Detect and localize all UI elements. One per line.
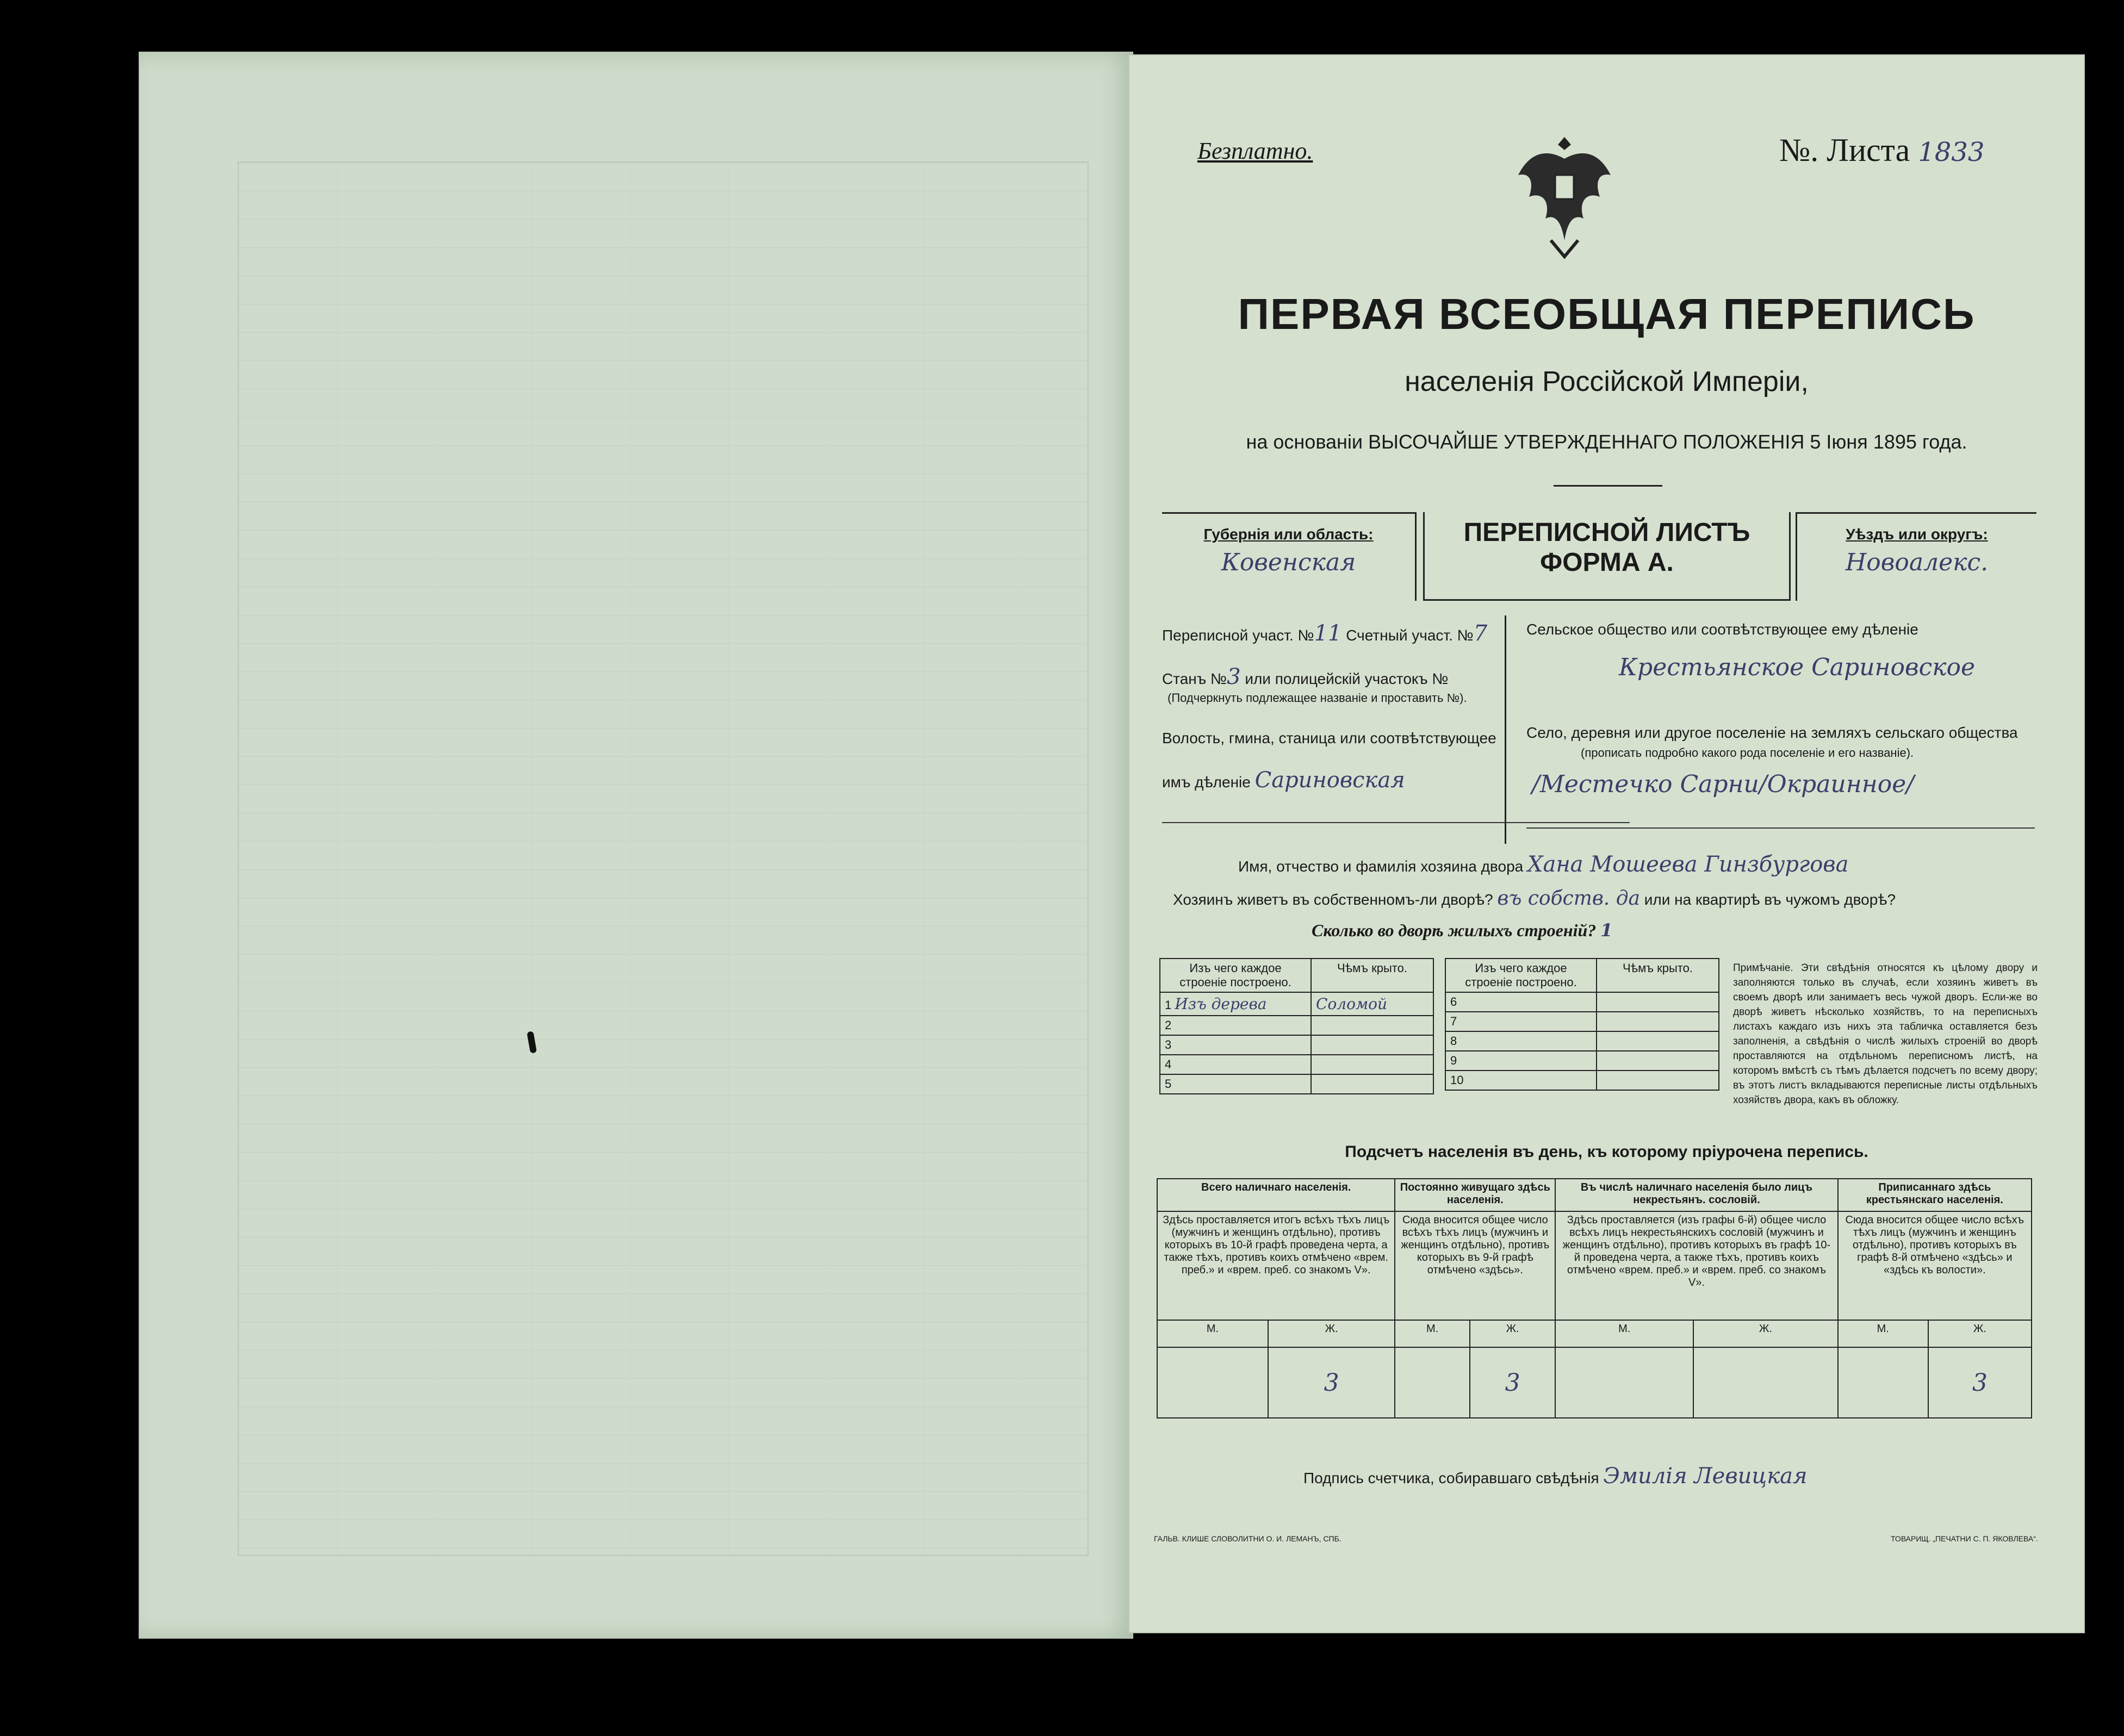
sheet-number-label: №. Листа 1833 <box>1779 132 1985 168</box>
stan-note: (Подчеркнуть подлежащее названіе и проставить №). <box>1167 691 1467 705</box>
buildings-table-2: Изъ чего каждое строеніе построено. Чѣмъ крыто. 6 7 8 9 10 <box>1445 958 1719 1091</box>
buildings-row: Сколько во дворѣ жилыхъ строеній? 1 <box>1312 920 1613 941</box>
society-label: Сельское общество или соотвѣтствующее ему дѣленіе <box>1526 621 1918 638</box>
table-row: 8 <box>1445 1031 1719 1051</box>
table-row: 3 3 3 <box>1157 1347 2032 1418</box>
census-form-page <box>1128 54 2085 1633</box>
printer-left: ГАЛЬВ. КЛИШЕ СЛОВОЛИТНИ О. И. ЛЕМАНЪ, СПБ. <box>1154 1534 1342 1543</box>
signature: Эмилія Левицкая <box>1603 1464 1808 1489</box>
uezd-value: Новоалекс. <box>1845 549 1989 576</box>
uezd-box <box>1796 512 2036 601</box>
left-page-blank-table <box>139 52 1133 1639</box>
owner-row: Имя, отчество и фамилія хозяина двора Хана Мошеева Гинзбургова <box>1238 852 1849 877</box>
village-label: Село, деревня или другое поселеніе на земляхъ сельскаго общества <box>1526 724 2018 741</box>
buildings-table-1: Изъ чего каждое строеніе построено. Чѣмъ крыто. 1 Изъ дерева Соломой 2 3 4 5 <box>1159 958 1434 1094</box>
table-row: 2 <box>1160 1016 1433 1035</box>
stan-row: Станъ №3 или полицейскій участокъ № <box>1162 664 1449 689</box>
double-headed-eagle-icon <box>1513 132 1616 262</box>
uchastok-row: Переписной участ. №11 Счетный участ. №7 <box>1162 621 1488 646</box>
society-value: Крестьянское Сариновское <box>1619 654 1976 681</box>
gubernia-value: Ковенская <box>1221 549 1356 576</box>
faded-ruled-table <box>238 161 1089 1556</box>
count-title: Подсчетъ населенія въ день, къ которому пріурочена перепись. <box>1345 1143 1868 1161</box>
free-label: Безплатно. <box>1197 138 1313 164</box>
divider <box>1554 485 1662 487</box>
census-basis: на основаніи ВЫСОЧАЙШЕ УТВЕРЖДЕННАГО ПОЛОЖЕНІЯ 5 Іюня 1895 года. <box>1246 431 1967 453</box>
village-note: (прописать подробно какого рода поселеніе и его названіе). <box>1581 746 1914 760</box>
gubernia-box <box>1162 512 1417 601</box>
volost-label: Волость, гмина, станица или соотвѣтствующее <box>1162 730 1496 746</box>
table-row: 5 <box>1160 1074 1433 1094</box>
table-row: 6 <box>1445 992 1719 1012</box>
table-row: 4 <box>1160 1055 1433 1074</box>
table-row: 9 <box>1445 1051 1719 1071</box>
table-row: 7 <box>1445 1012 1719 1031</box>
blank-line <box>1162 822 1630 823</box>
sheet-number-handwritten: 18 <box>1918 137 1952 167</box>
uezd-label: Уѣздъ или округъ: <box>1846 526 1988 543</box>
signature-row: Подпись счетчика, собиравшаго свѣдѣнія Эмилія Левицкая <box>1303 1464 1808 1489</box>
village-value: /Местечко Сарни/Окраинное/ <box>1532 770 1915 798</box>
form-title: ПЕРЕПИСНОЙ ЛИСТЪ <box>1463 518 1750 547</box>
gubernia-label: Губернія или область: <box>1203 526 1374 543</box>
table-row: 10 <box>1445 1071 1719 1090</box>
table-row: 3 <box>1160 1035 1433 1055</box>
printer-right: ТОВАРИЩ. „ПЕЧАТНИ С. П. ЯКОВЛЕВА“. <box>1891 1534 2038 1543</box>
table-row: 1 Изъ дерева Соломой <box>1160 992 1433 1016</box>
lives-row: Хозяинъ живетъ въ собственномъ-ли дворѣ? въ собств. да или на квартирѣ въ чужомъ дворѣ? <box>1173 887 1896 910</box>
note-text: Примѣчаніе. Эти свѣдѣнія относятся къ цѣлому двору и заполняются только въ случаѣ, если хозяинъ живетъ въ своемъ дворѣ или занимаетъ весь чужой дворъ. Если-же во дворѣ живетъ нѣсколько хозяйствъ, то на переписныхъ листахъ каждаго изъ нихъ эта табличка оставляется безъ заполненія, а свѣдѣнія о числѣ жилыхъ строеній во дворѣ проставляются на отдѣльномъ переписномъ листѣ, на которомъ вмѣстѣ съ тѣмъ дѣлается подсчетъ по всему двору; въ этотъ листъ вкладываются переписные листы отдѣльныхъ хозяйствъ двора, какъ въ обложку. <box>1733 962 2038 1106</box>
population-count-table: Всего наличнаго населенія. Постоянно живущаго здѣсь населенія. Въ числѣ наличнаго населенія было лицъ некрестьянъ. сословій. Приписаннаго здѣсь крестьянскаго населенія. Здѣсь проставляется итогъ всѣхъ тѣхъ лицъ (мужчинъ и женщинъ отдѣльно), противъ которыхъ въ 10-й графѣ проведена черта, а также тѣхъ, противъ коихъ отмѣчено «врем. преб.» и «врем. преб. со знакомъ V». Сюда вносится общее число всѣхъ тѣхъ лицъ (мужчинъ и женщинъ отдѣльно), противъ которыхъ въ 9-й графѣ отмѣчено «здѣсь». Здѣсь проставляется (изъ графы 6-й) общее число всѣхъ лицъ некрестьянскихъ сословій (мужчинъ и женщинъ отдѣльно), противъ которыхъ въ графѣ 10-й проведена черта, а также тѣхъ, противъ коихъ отмѣчено «врем. преб.» и «врем. преб. со знакомъ V». Сюда вносится общее число всѣхъ тѣхъ лицъ (мужчинъ и женщинъ отдѣльно), противъ которыхъ въ графѣ 8-й отмѣчено «здѣсь» и «здѣсь къ волости». М. Ж. М. Ж. М. Ж. М. Ж. 3 3 3 <box>1157 1178 2032 1418</box>
census-title: ПЕРВАЯ ВСЕОБЩАЯ ПЕРЕПИСЬ <box>1238 290 1976 338</box>
blank-line <box>1526 827 2035 829</box>
volost-row: имъ дѣленіе Сариновская <box>1162 768 1405 793</box>
column-divider <box>1505 615 1506 844</box>
form-name: ФОРМА А. <box>1540 548 1674 577</box>
census-subtitle: населенія Россійской Имперіи, <box>1405 366 1809 397</box>
form-title-box <box>1423 512 1791 601</box>
